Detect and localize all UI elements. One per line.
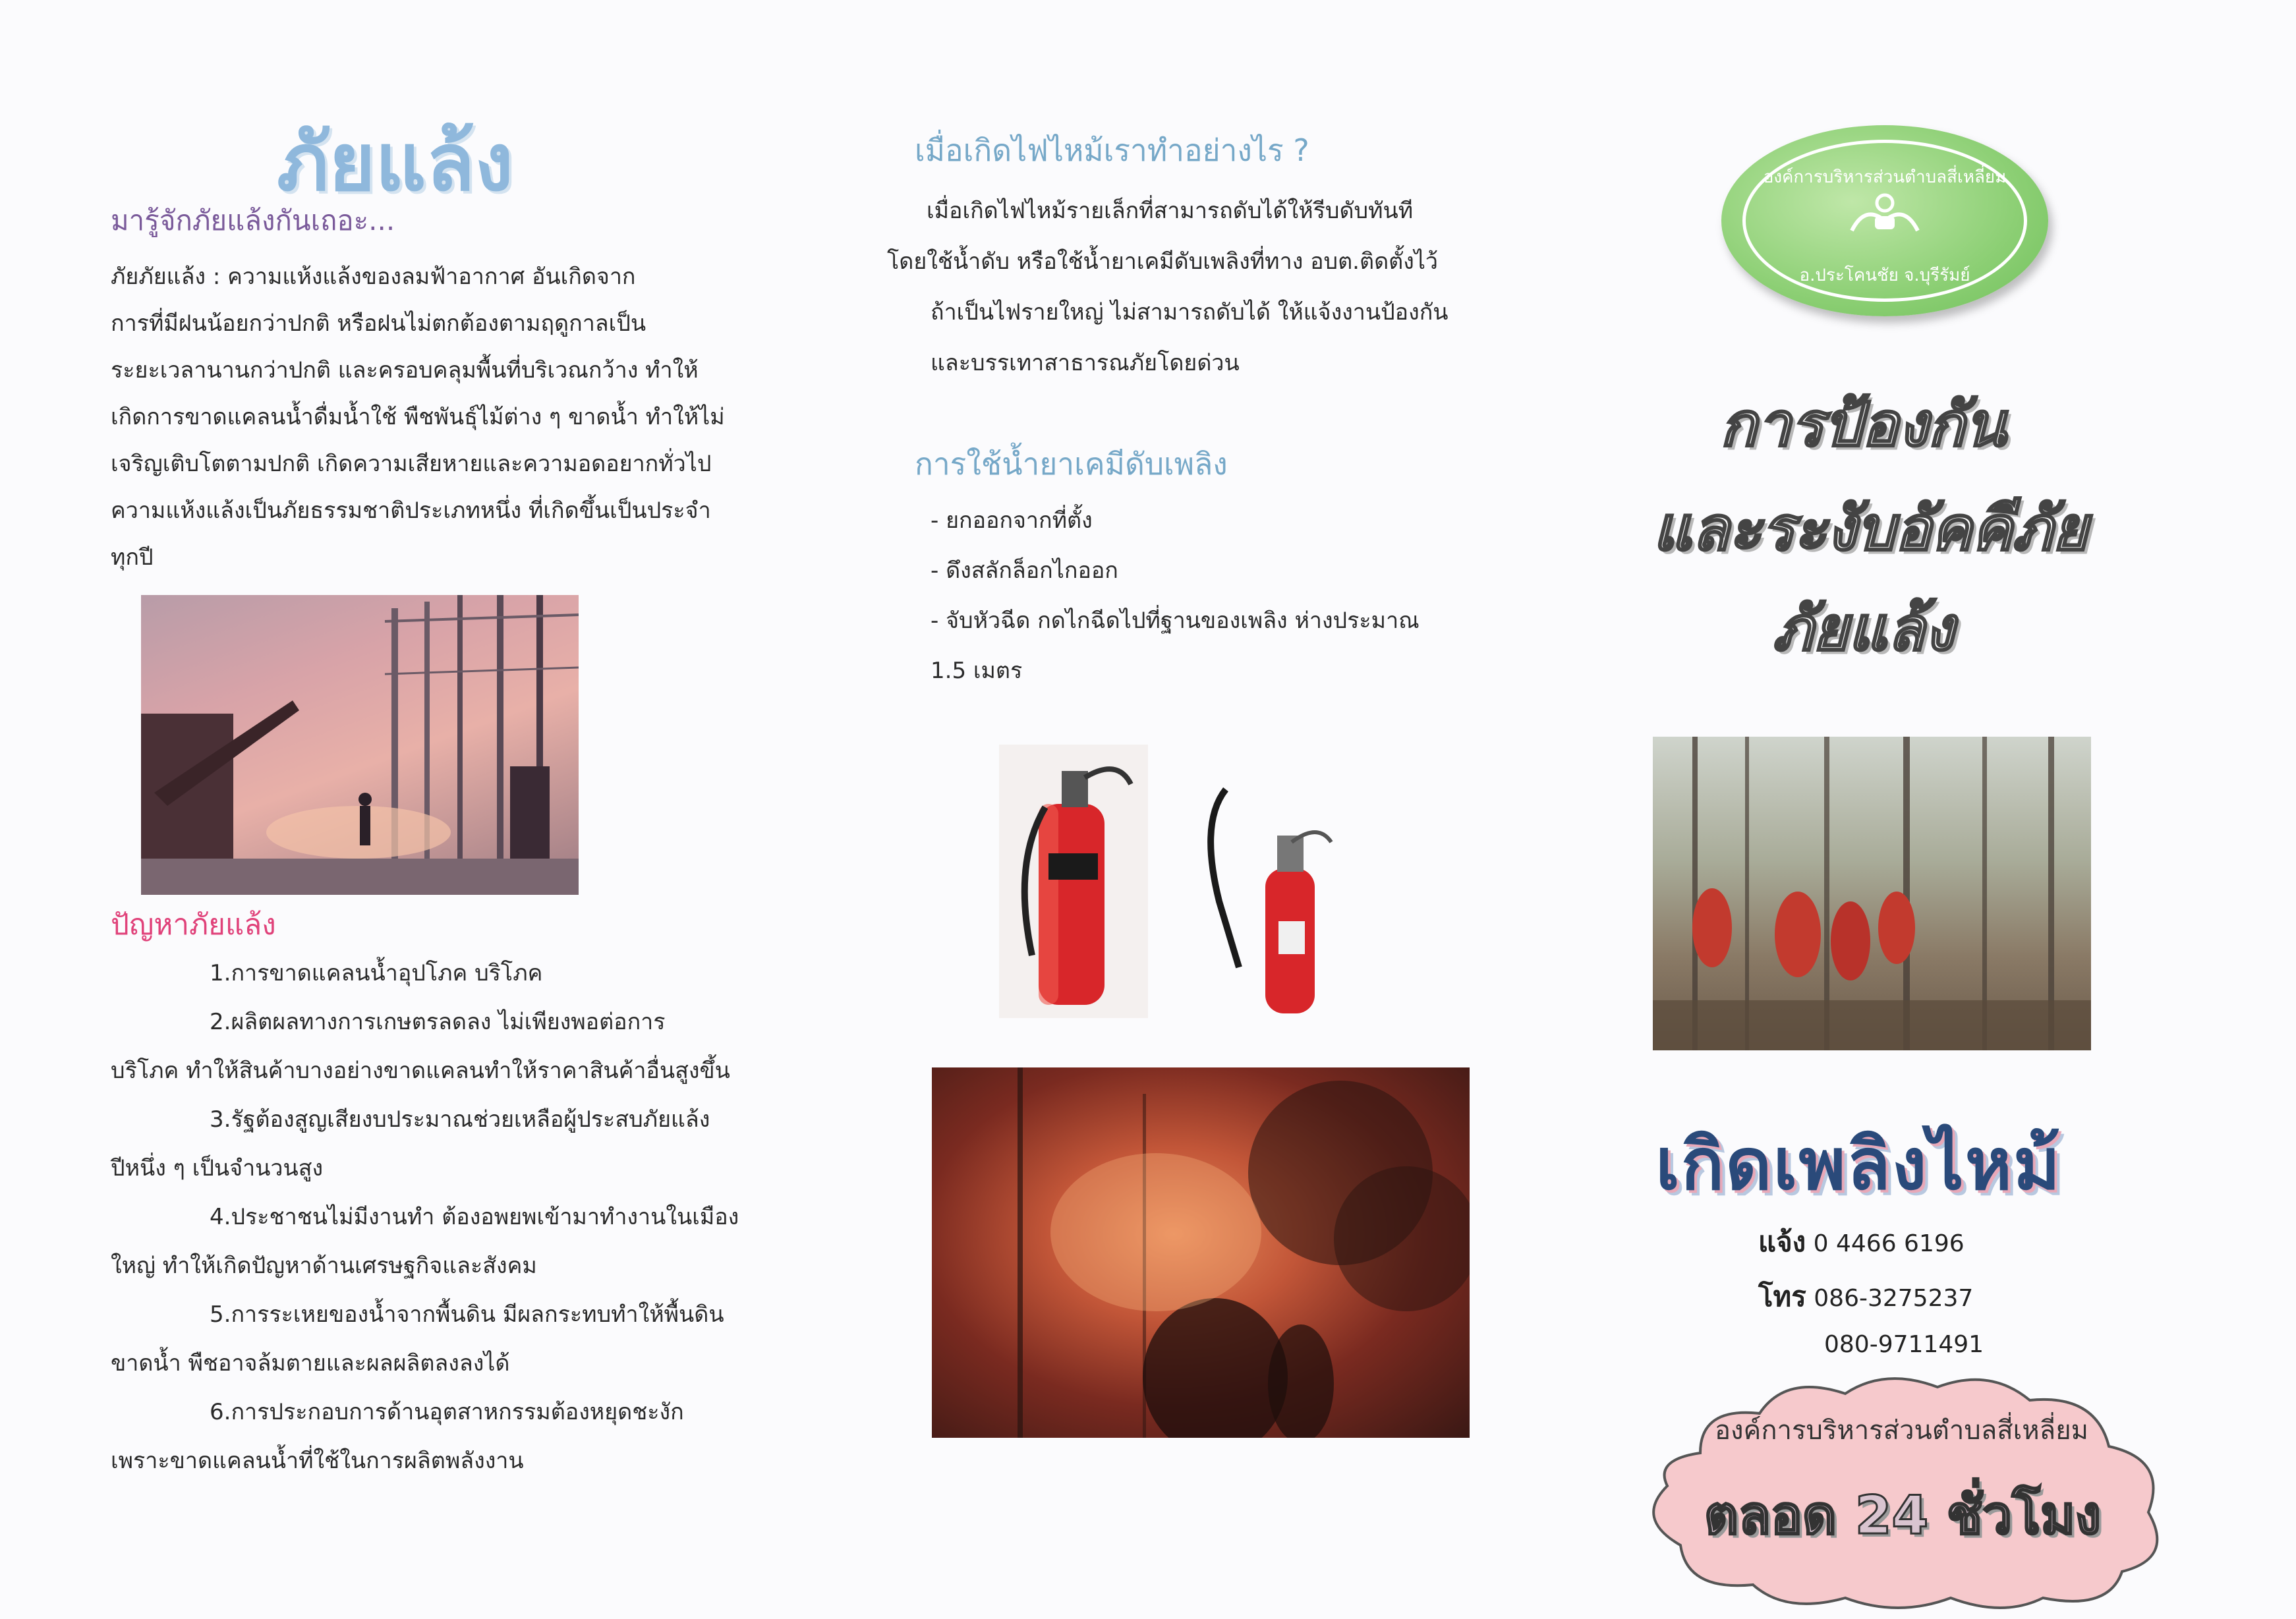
report-contact <box>1758 1220 1965 1264</box>
problem-line: 6.การประกอบการด้านอุตสาหกรรมต้องหยุดชะงัก <box>210 1399 684 1425</box>
extinguisher-step: - จับหัวฉีด กดไกฉีดไปที่ฐานของเพลิง ห่างประมาณ <box>931 608 1420 634</box>
definition-line: ความแห้งแล้งเป็นภัยธรรมชาติประเภทหนึ่ง ที่เกิดขึ้นเป็นประจำ <box>111 497 711 524</box>
organization-logo <box>1721 125 2048 316</box>
problem-line: 5.การระเหยของน้ำจากพื้นดิน มีผลกระทบทำให้พื้นดิน <box>210 1301 724 1328</box>
handshake-icon <box>1845 191 1924 250</box>
report-label: แจ้ง <box>1758 1226 1806 1258</box>
extinguisher-step: - ดึงสลักล็อกไกออก <box>931 557 1118 584</box>
fire-response-line: เมื่อเกิดไฟไหม้รายเล็กที่สามารถดับได้ให้รีบดับทันที <box>927 198 1414 224</box>
night-fire-photo <box>932 1067 1470 1438</box>
intro-heading: มารู้จักภัยแล้งกันเถอะ... <box>111 204 395 237</box>
phone-number-1: 086-3275237 <box>1814 1285 1974 1312</box>
phone-number-2: 080-9711491 <box>1824 1331 1984 1358</box>
problems-list <box>111 949 743 1485</box>
industrial-fire-photo <box>141 595 579 895</box>
definition-line: เกิดการขาดแคลนน้ำดื่มน้ำใช้ พืชพันธุ์ไม้ต่าง ๆ ขาดน้ำ ทำให้ไม่ <box>111 404 725 430</box>
problem-line: เพราะขาดแคลนน้ำที่ใช้ในการผลิตพลังงาน <box>111 1448 524 1474</box>
fire-extinguisher-photo <box>999 745 1148 1018</box>
problem-line: บริโภค ทำให้สินค้าบางอย่างขาดแคลนทำให้ราคาสินค้าอื่นสูงขึ้น <box>111 1058 730 1084</box>
drought-title: ภัยแล้ง <box>277 116 513 209</box>
problem-line: 4.ประชาชนไม่มีงานทำ ต้องอพยพเข้ามาทำงานในเมือง <box>210 1204 739 1230</box>
main-title-line-3: ภัยแล้ง <box>1773 593 1955 664</box>
fire-alert-text: เกิดเพลิงไหม้ <box>1655 1123 2062 1206</box>
report-number: 0 4466 6196 <box>1813 1230 1965 1257</box>
fire-response-text <box>887 186 1520 389</box>
definition-line: เจริญเติบโตตามปกติ เกิดความเสียหายและความอดอยากทั่วไป <box>111 451 712 477</box>
fire-response-line: โดยใช้น้ำดับ หรือใช้น้ำยาเคมีดับเพลิงที่ทาง อบต.ติดตั้งไว้ <box>887 248 1439 275</box>
main-title-line-1: การป้องกัน <box>1720 389 2006 460</box>
definition-line: ภัยภัยแล้ง : ความแห้งแล้งของลมฟ้าอากาศ อันเกิดจาก <box>111 264 636 290</box>
fire-response-line: และบรรเทาสาธารณภัยโดยด่วน <box>931 350 1240 376</box>
phone-label: โทร <box>1758 1280 1806 1313</box>
extinguisher-step: 1.5 เมตร <box>931 658 1023 684</box>
definition-line: การที่มีฝนน้อยกว่าปกติ หรือฝนไม่ตกต้องตามฤดูกาลเป็น <box>111 310 646 337</box>
main-title-line-2: และระงับอัคคีภัย <box>1653 493 2088 564</box>
forest-fire-photo <box>1653 737 2091 1050</box>
extinguisher-step: - ยกออกจากที่ตั้ง <box>931 507 1093 534</box>
logo-top-text: องค์การบริหารส่วนตำบลสี่เหลี่ยม <box>1763 167 2007 187</box>
co2-extinguisher-photo <box>1199 770 1336 1019</box>
fire-response-heading: เมื่อเกิดไฟไหม้เราทำอย่างไร ? <box>915 132 1309 168</box>
problem-line: 3.รัฐต้องสูญเสียงบประมาณช่วยเหลือผู้ประสบภัยแล้ง <box>210 1106 710 1133</box>
definition-line: ทุกปี <box>111 544 154 571</box>
organization-name: องค์การบริหารส่วนตำบลสี่เหลี่ยม <box>1715 1415 2088 1446</box>
problem-line: ปีหนึ่ง ๆ เป็นจำนวนสูง <box>111 1155 324 1181</box>
problem-line: ขาดน้ำ พืชอาจล้มตายและผลผลิตลงลงได้ <box>111 1350 510 1377</box>
definition-line: ระยะเวลานานกว่าปกติ และครอบคลุมพื้นที่บริเวณกว้าง ทำให้ <box>111 357 699 383</box>
phone-contact <box>1758 1275 1973 1319</box>
problem-line: 2.ผลิตผลทางการเกษตรลดลง ไม่เพียงพอต่อการ <box>210 1009 666 1035</box>
problems-heading: ปัญหาภัยแล้ง <box>111 908 276 942</box>
service-hours: ตลอด 24 ชั่วโมง <box>1704 1485 2101 1546</box>
fire-response-line: ถ้าเป็นไฟรายใหญ่ ไม่สามารถดับได้ ให้แจ้งงานป้องกัน <box>931 299 1449 326</box>
logo-bottom-text: อ.ประโคนชัย จ.บุรีรัมย์ <box>1799 266 1970 285</box>
problem-line: 1.การขาดแคลนน้ำอุปโภค บริโภค <box>210 960 543 986</box>
extinguisher-steps <box>931 496 1524 696</box>
problem-line: ใหญ่ ทำให้เกิดปัญหาด้านเศรษฐกิจและสังคม <box>111 1253 537 1279</box>
extinguisher-heading: การใช้น้ำยาเคมีดับเพลิง <box>915 446 1228 482</box>
drought-definition <box>111 254 743 581</box>
